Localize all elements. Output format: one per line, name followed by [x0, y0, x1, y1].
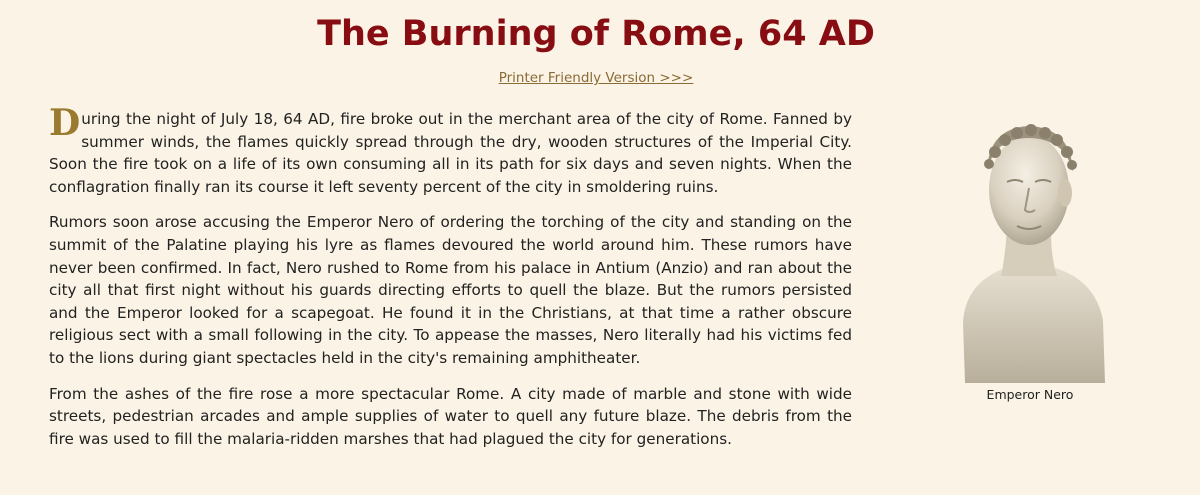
figure-spacer [852, 108, 1142, 418]
drop-cap: D [49, 102, 81, 144]
printer-friendly-link[interactable]: Printer Friendly Version >>> [498, 70, 694, 86]
paragraph-2: Rumors soon arose accusing the Emperor Nero of ordering the torching of the city and standing on the summit of the Palatine playing his lyre as flames devoured the world around him. These rumors have never been confirmed. In fact, Nero rushed to Rome from his palace in Antium (Anzio) and ran about the city all that first night without his guards directing efforts to quell the blaze. But the rumors persisted and the Emperor looked for a scapegoat. He found it in the Christians, at that time a rather obscure religious sect with a small following in the city. To appease the masses, Nero literally had his victims fed to the lions during giant spectacles held in the city's remaining amphitheater. [49, 213, 852, 367]
paragraph-1-text: uring the night of July 18, 64 AD, fire broke out in the merchant area of the city of Rome. Fanned by summer winds, the flames quickly spread through the dry, wooden structures of the Imperial City. Soon the fire took on a life of its own consuming all in its path for six days and seven nights. When the conflagration finally ran its course it left seventy percent of the city in smoldering ruins. [49, 110, 852, 196]
figure-caption: Emperor Nero [986, 387, 1074, 402]
paragraph-3: From the ashes of the fire rose a more spectacular Rome. A city made of marble and stone with wide streets, pedestrian arcades and ample supplies of water to quell any future blaze. The debris from the fire was used to fill the malaria-ridden marshes that had plagued the city for generations. [49, 384, 852, 448]
article-body [49, 102, 1142, 463]
page-title: The Burning of Rome, 64 AD [317, 14, 875, 54]
